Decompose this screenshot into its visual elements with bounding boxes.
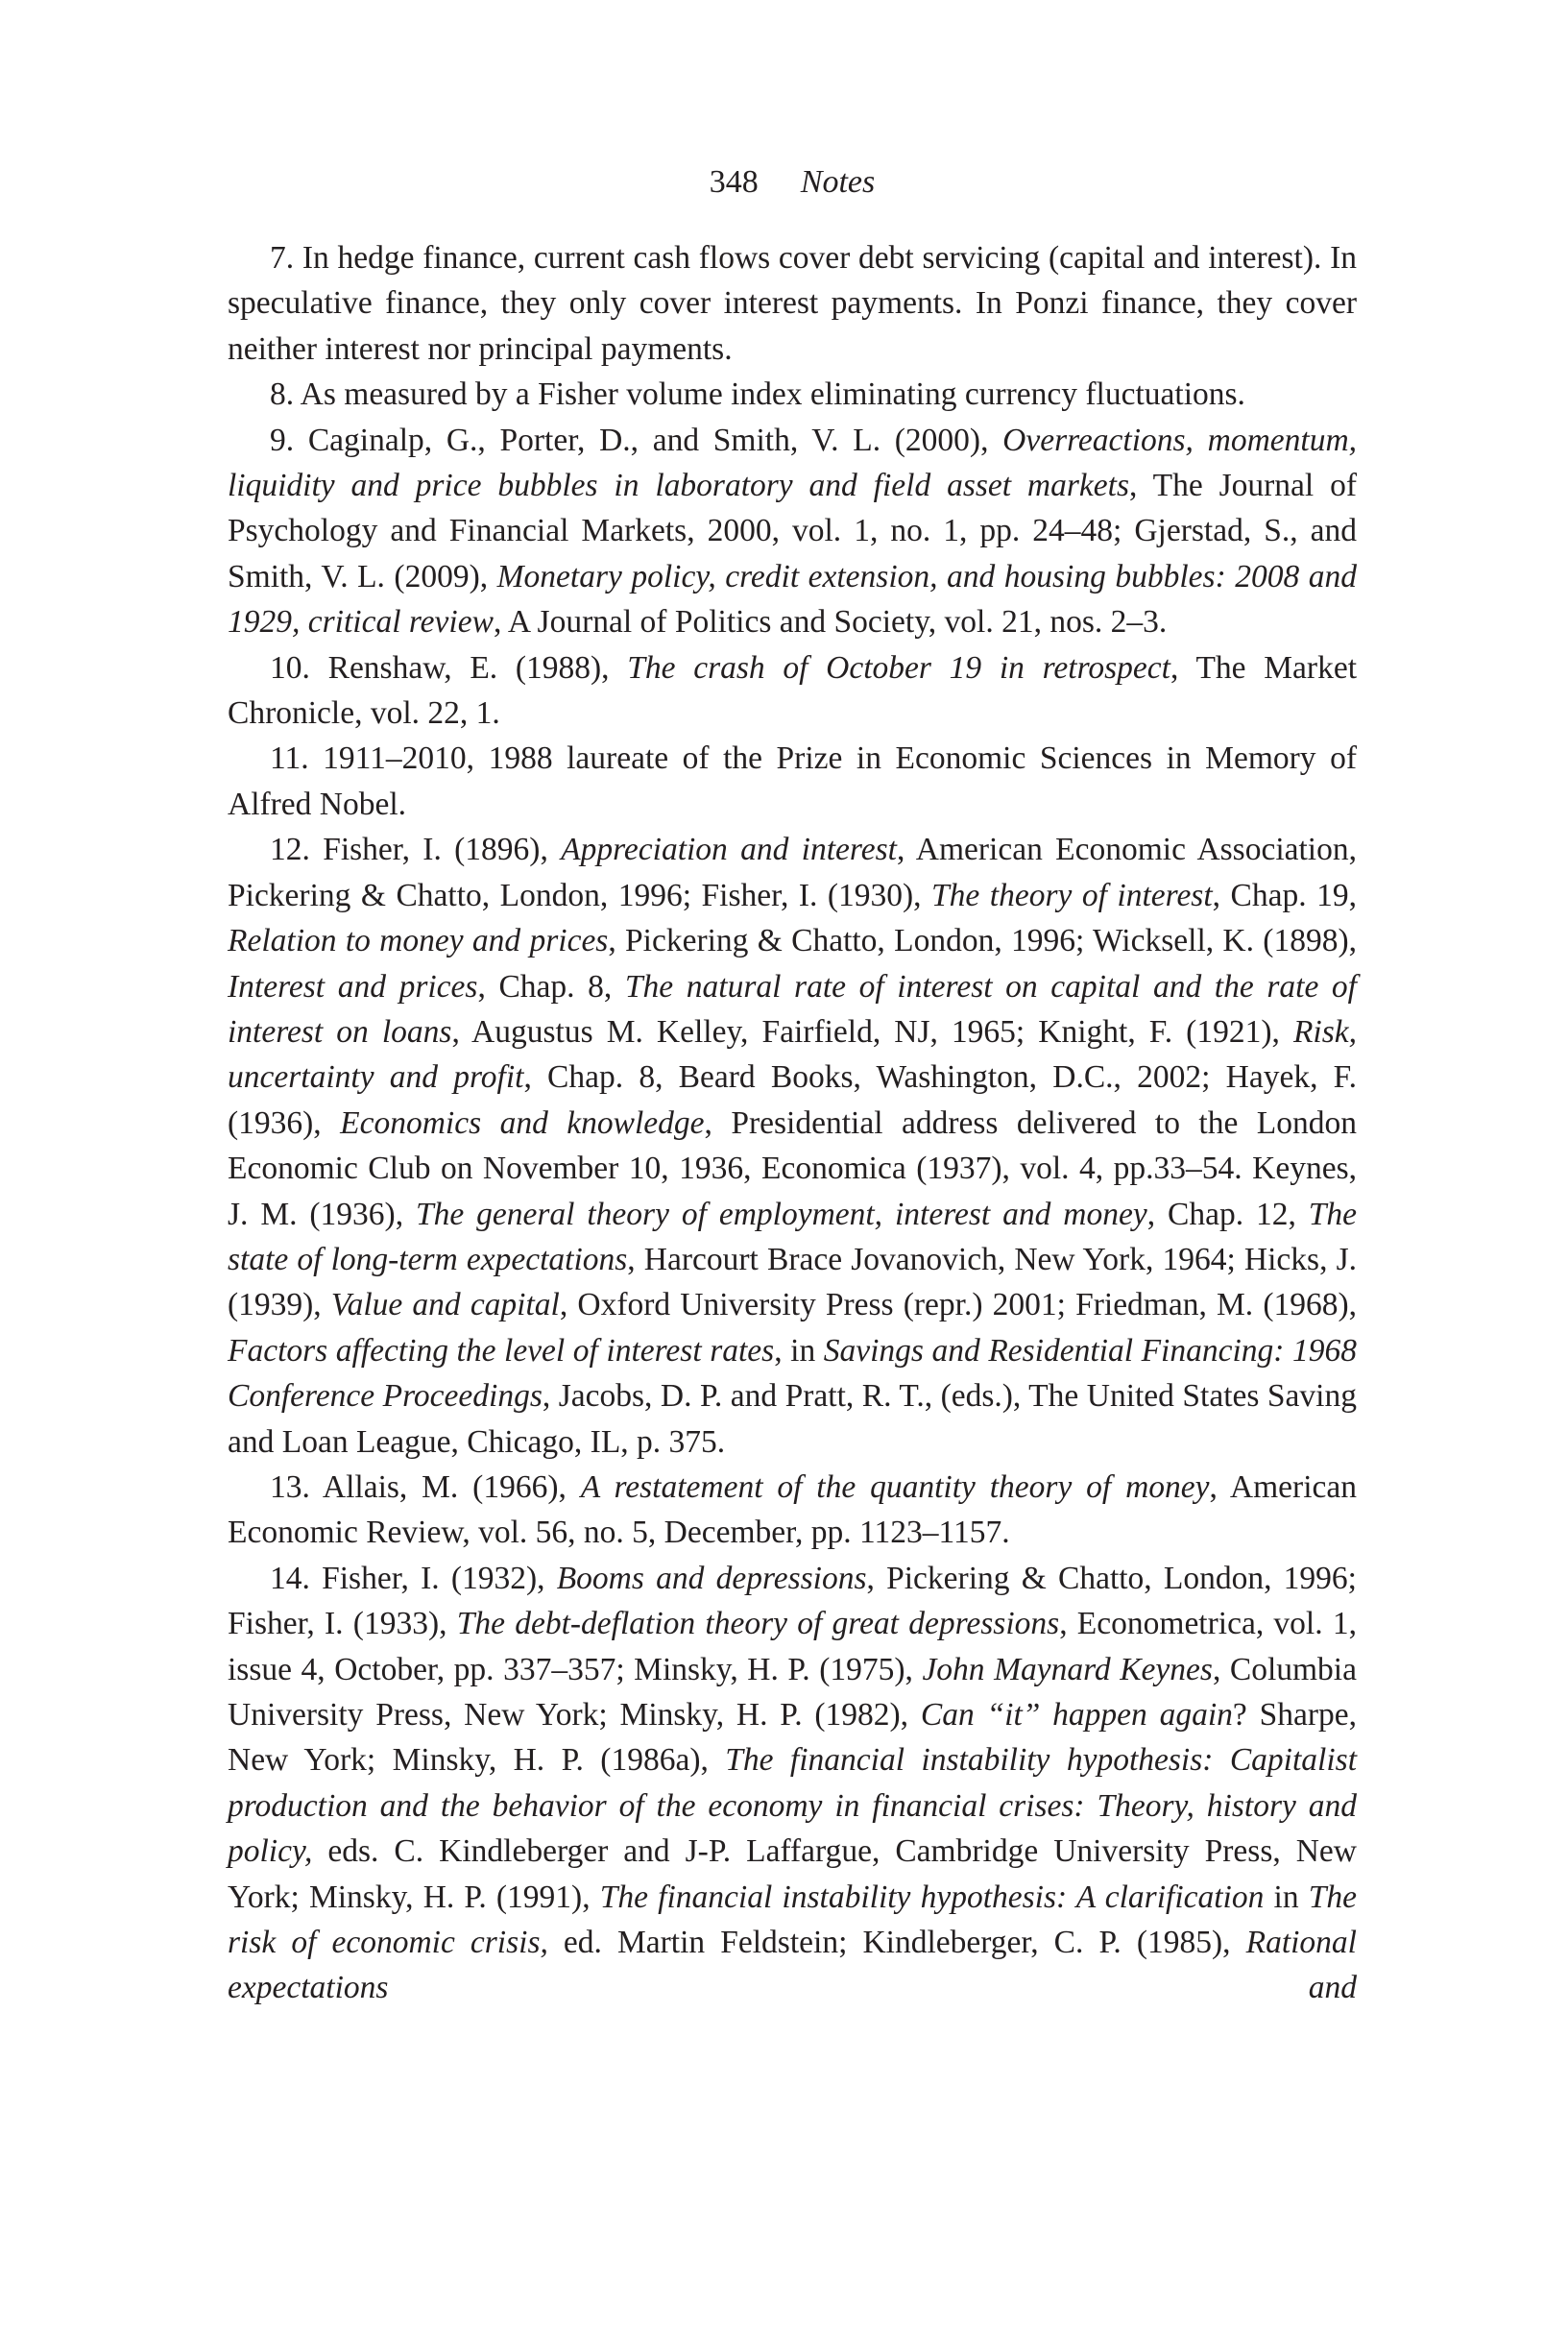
notes-list — [228, 235, 1357, 2011]
citation-title: Monetary policy, credit extension, and housing bubbles: 2008 and 1929, critical review — [228, 558, 1357, 641]
note-10 — [228, 645, 1357, 737]
note-number: 13. — [270, 1468, 323, 1505]
citation-title: Interest and prices — [228, 968, 478, 1005]
citation-title: The risk of economic crisis, — [228, 1879, 1357, 1961]
note-text: As measured by a Fisher volume index eliminating currency fluctuations. — [300, 376, 1245, 413]
citation-title: A restatement of the quantity theory of money — [580, 1468, 1210, 1505]
section-title: Notes — [800, 164, 876, 200]
note-text: , Chap. 8, Beard Books, Washington, D.C., 2002; Hayek, F. (1936), — [228, 1059, 1357, 1141]
note-text: , The Journal of Psychology and Financial Markets, 2000, vol. 1, no. 1, pp. 24–48; Gjerstad, S., and Smith, V. L. (2009), — [228, 468, 1357, 594]
note-text: , Econometrica, vol. 1, issue 4, October, pp. 337–357; Minsky, H. P. (1975), — [228, 1606, 1357, 1687]
citation-title: The financial instability hypothesis: Capitalist production and the behavior of the economy in financial crises: Theory, history and policy, — [228, 1742, 1357, 1870]
note-text: , Chap. 8, — [477, 968, 625, 1005]
note-number: 7. — [270, 240, 302, 276]
note-text: , Presidential address delivered to the London Economic Club on November 10, 1936, Economica (1937), vol. 4, pp.33–54. Keynes, J. M. (1936), — [228, 1104, 1358, 1232]
note-number: 14. — [270, 1560, 323, 1596]
citation-title: The financial instability hypothesis: A clarification — [599, 1879, 1265, 1915]
note-text: , American Economic Review, vol. 56, no. 5, December, pp. 1123–1157. — [228, 1468, 1357, 1551]
note-9 — [228, 418, 1357, 645]
note-text: ? Sharpe, New York; Minsky, H. P. (1986a), — [228, 1697, 1357, 1779]
note-text: , Jacobs, D. P. and Pratt, R. T., (eds.), The United States Saving and Loan League, Chicago, IL, p. 375. — [228, 1378, 1357, 1460]
note-number: 9. — [270, 422, 308, 458]
note-number: 12. — [270, 832, 324, 868]
note-text: , American Economic Association, Pickering & Chatto, London, 1996; Fisher, I. (1930), — [228, 832, 1357, 913]
citation-title: Appreciation and interest — [561, 832, 897, 868]
citation-title: Rational expectations and — [228, 1925, 1357, 2006]
note-text: , Oxford University Press (repr.) 2001; Friedman, M. (1968), — [559, 1287, 1358, 1323]
note-13 — [228, 1465, 1357, 1556]
citation-title: The theory of interest — [931, 877, 1213, 913]
citation-title: Booms and depressions — [556, 1560, 867, 1596]
page-number: 348 — [709, 164, 759, 200]
citation-title: The debt-deflation theory of great depressions — [456, 1606, 1060, 1642]
note-text: , Harcourt Brace Jovanovich, New York, 1964; Hicks, J. (1939), — [228, 1241, 1357, 1323]
note-11 — [228, 736, 1357, 827]
note-text: Allais, M. (1966), — [322, 1468, 581, 1505]
citation-title: John Maynard Keynes — [922, 1651, 1213, 1687]
note-text: In hedge finance, current cash flows cover debt servicing (capital and interest). In speculative finance, they only cover interest payments. In Ponzi finance, they cover neither interest nor principal payments. — [228, 240, 1357, 367]
note-text: , Columbia University Press, New York; Minsky, H. P. (1982), — [228, 1651, 1357, 1733]
citation-title: The crash of October 19 in retrospect — [627, 649, 1170, 686]
note-12 — [228, 827, 1357, 1465]
note-text: in — [1264, 1879, 1309, 1915]
citation-title: Risk, uncertainty and profit — [228, 1013, 1357, 1096]
note-text: ed. Martin Feldstein; Kindleberger, C. P. (1985), — [547, 1925, 1246, 1961]
note-number: 11. — [270, 740, 324, 777]
note-text: eds. C. Kindleberger and J-P. Laffargue, Cambridge University Press, New York; Minsky, H. P. (1991), — [228, 1833, 1357, 1915]
note-text: , in — [774, 1332, 824, 1369]
citation-title: The general theory of employment, interest and money — [415, 1196, 1147, 1232]
note-text: Fisher, I. (1896), — [323, 832, 562, 868]
citation-title: The state of long-term expectations — [228, 1196, 1358, 1277]
note-text: 1911–2010, 1988 laureate of the Prize in Economic Sciences in Memory of Alfred Nobel. — [228, 740, 1357, 822]
note-text: , A Journal of Politics and Society, vol. 21, nos. 2–3. — [493, 604, 1168, 641]
citation-title: Relation to money and prices — [228, 923, 609, 959]
running-head — [0, 113, 1568, 206]
note-text: Renshaw, E. (1988), — [327, 649, 628, 686]
note-number: 10. — [270, 649, 328, 686]
note-text: , Pickering & Chatto, London, 1996; Wicksell, K. (1898), — [608, 923, 1357, 959]
note-text: , Augustus M. Kelley, Fairfield, NJ, 1965; Knight, F. (1921), — [451, 1013, 1293, 1050]
note-14 — [228, 1556, 1357, 2011]
note-8 — [228, 372, 1357, 417]
citation-title: Factors affecting the level of interest rates — [228, 1332, 775, 1369]
citation-title: Value and capital — [330, 1287, 560, 1323]
note-text: , The Market Chronicle, vol. 22, 1. — [228, 649, 1357, 732]
citation-title: Overreactions, momentum, liquidity and price bubbles in laboratory and field asset markets — [228, 422, 1358, 504]
note-text: Caginalp, G., Porter, D., and Smith, V. L. (2000), — [307, 422, 1003, 458]
citation-title: Can “it” happen again — [920, 1697, 1233, 1733]
citation-title: Savings and Residential Financing: 1968 Conference Proceedings — [228, 1332, 1357, 1415]
note-7 — [228, 235, 1357, 372]
note-text: , Chap. 19, — [1212, 877, 1357, 913]
citation-title: The natural rate of interest on capital and the rate of interest on loans — [228, 968, 1357, 1050]
note-text: , Chap. 12, — [1146, 1196, 1309, 1232]
note-text: Fisher, I. (1932), — [322, 1560, 557, 1596]
note-text: , Pickering & Chatto, London, 1996; Fisher, I. (1933), — [228, 1560, 1357, 1642]
citation-title: Economics and knowledge — [340, 1104, 705, 1141]
note-number: 8. — [270, 376, 301, 413]
